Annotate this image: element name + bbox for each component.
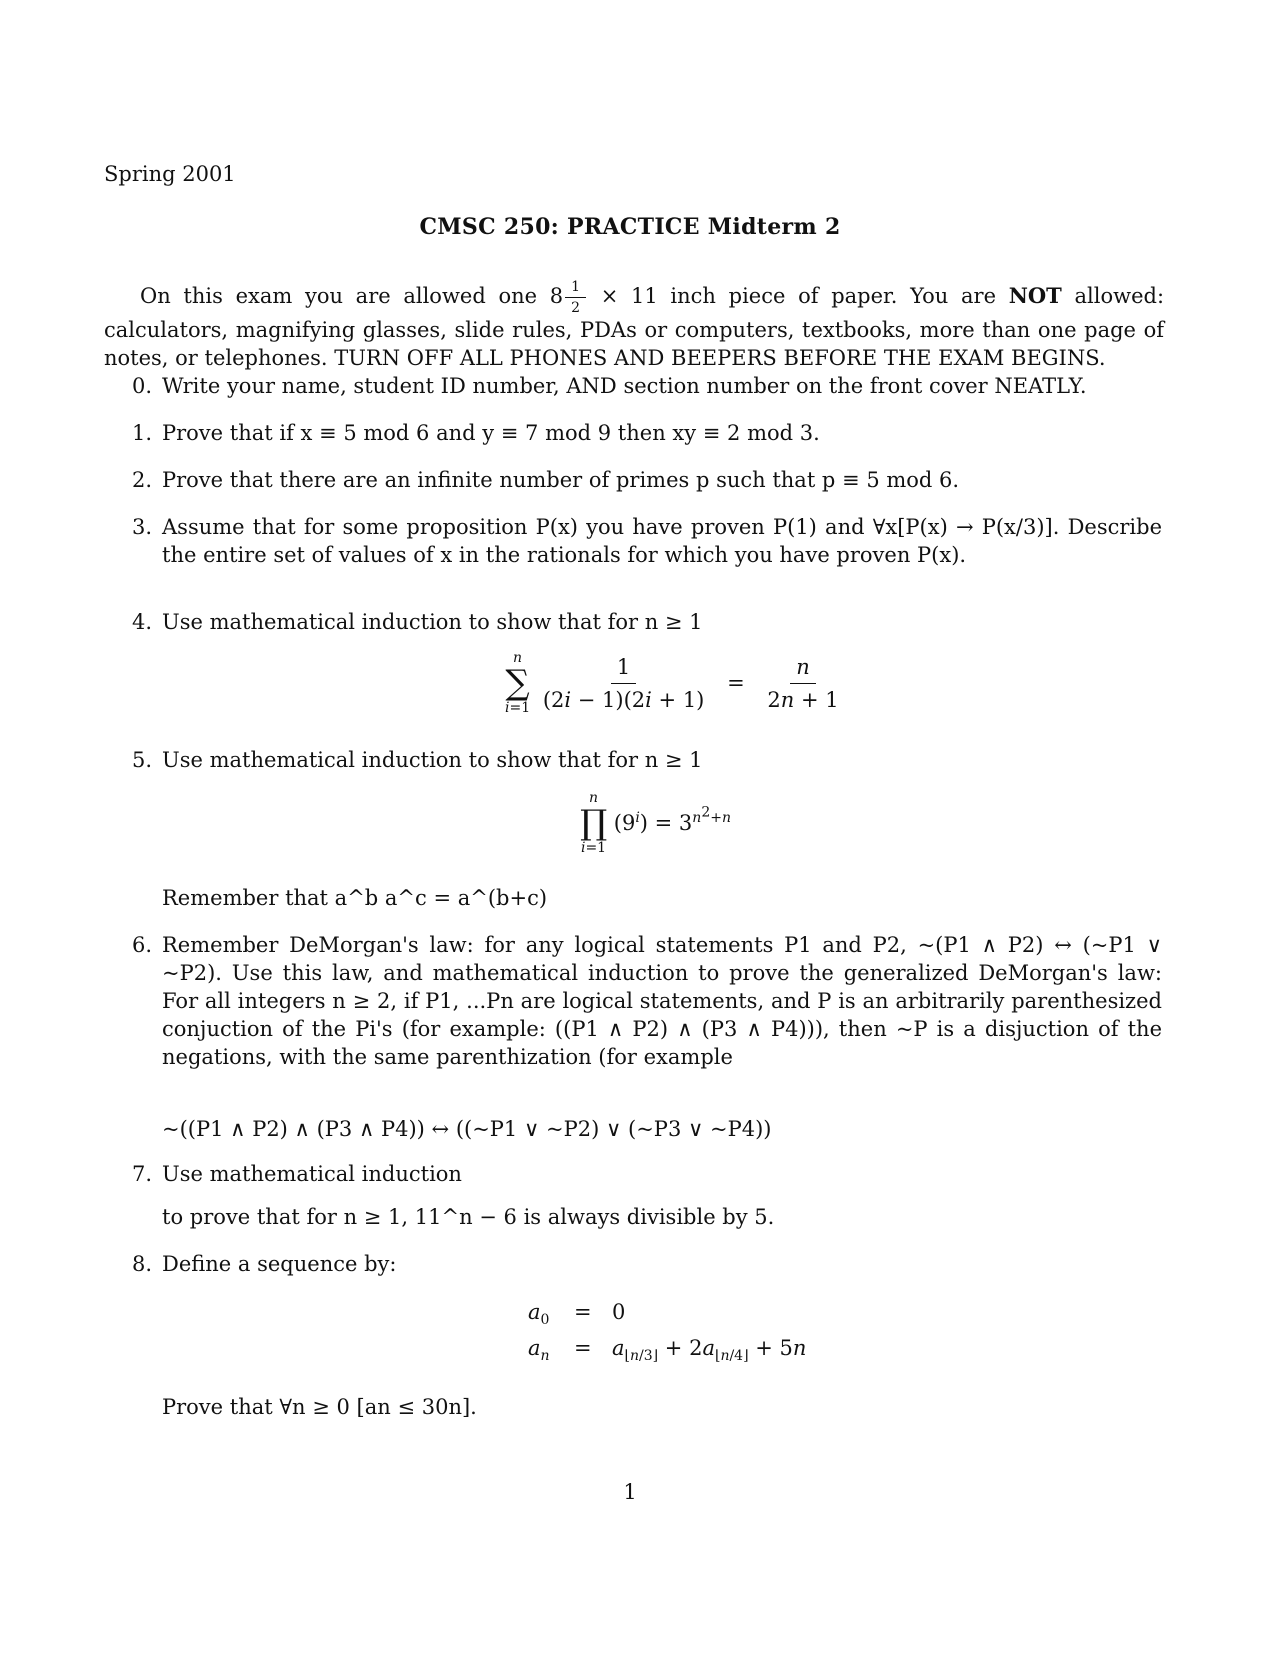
question-number: 5. (131, 748, 152, 772)
question-number: 1. (131, 421, 152, 445)
question-5: Use mathematical induction to show that for n ≥ 1 (162, 748, 703, 772)
question-7-line-1: Use mathematical induction (162, 1162, 462, 1186)
question-number: 8. (131, 1252, 152, 1276)
question-number: 2. (131, 468, 152, 492)
question-8-prove: Prove that ∀n ≥ 0 [an ≤ 30n]. (162, 1395, 477, 1419)
exponent-reminder: Remember that a^b a^c = a^(b+c) (162, 886, 548, 910)
question-number: 3. (131, 515, 152, 539)
question-7-line-2: to prove that for n ≥ 1, 11^n − 6 is always divisible by 5. (162, 1205, 775, 1229)
question-0: Write your name, student ID number, AND section number on the front cover NEATLY. (162, 374, 1087, 398)
exam-instructions: On this exam you are allowed one 8 $\frac{1}{2}$ × 11 inch piece of paper. You are NOT allowed: calculators, magnifying glasses, slide rules, PDAs or computers, textbooks, more than one page of notes, or telephones. TURN OFF ALL PHONES AND BEEPERS BEFORE THE EXAM BEGINS. (104, 279, 1165, 370)
question-number: 6. (131, 933, 152, 957)
product-formula: n ∏ i=1 $(9^i) = 3^{n^2+n}$ (580, 790, 732, 856)
question-number: 4. (131, 610, 152, 634)
semester-label: Spring 2001 (104, 162, 236, 186)
question-6: Remember DeMorgan's law: for any logical statements P1 and P2, ~(P1 ∧ P2) ↔ (~P1 ∨ ~P2). Use this law, and mathematical induction to prove the generalized DeMorgan's law: For all integers n ≥ 2, if P1, ...Pn are logical statements, and P is an arbitrarily parenthesized conjuction of the Pi's (for example: ((P1 ∧ P2) ∧ (P3 ∧ P4))), then ~P is a disjuction of the negations, with the same parenthization (for example (162, 933, 1162, 1069)
question-1: Prove that if x ≡ 5 mod 6 and y ≡ 7 mod 9 then xy ≡ 2 mod 3. (162, 421, 820, 445)
question-number: 7. (131, 1162, 152, 1186)
summation-formula: n ∑ i=1 $\frac{1}{(2i - 1)(2i + 1)}$ = $\frac{n}{2n + 1}$ (505, 650, 839, 716)
question-8: Define a sequence by: (162, 1252, 397, 1276)
question-3: Assume that for some proposition P(x) you have proven P(1) and ∀x[P(x) → P(x/3)]. Describe the entire set of values of x in the rationals for which you have proven P(x). (162, 515, 1162, 567)
demorgan-example: ~((P1 ∧ P2) ∧ (P3 ∧ P4)) ↔ ((~P1 ∨ ~P2) ∨ (~P3 ∨ ~P4)) (162, 1117, 772, 1141)
question-2: Prove that there are an infinite number of primes p such that p ≡ 5 mod 6. (162, 468, 960, 492)
exam-title: CMSC 250: PRACTICE Midterm 2 (419, 214, 841, 240)
question-4: Use mathematical induction to show that for n ≥ 1 (162, 610, 703, 634)
question-number: 0. (131, 374, 152, 398)
page-number: 1 (623, 1480, 637, 1504)
